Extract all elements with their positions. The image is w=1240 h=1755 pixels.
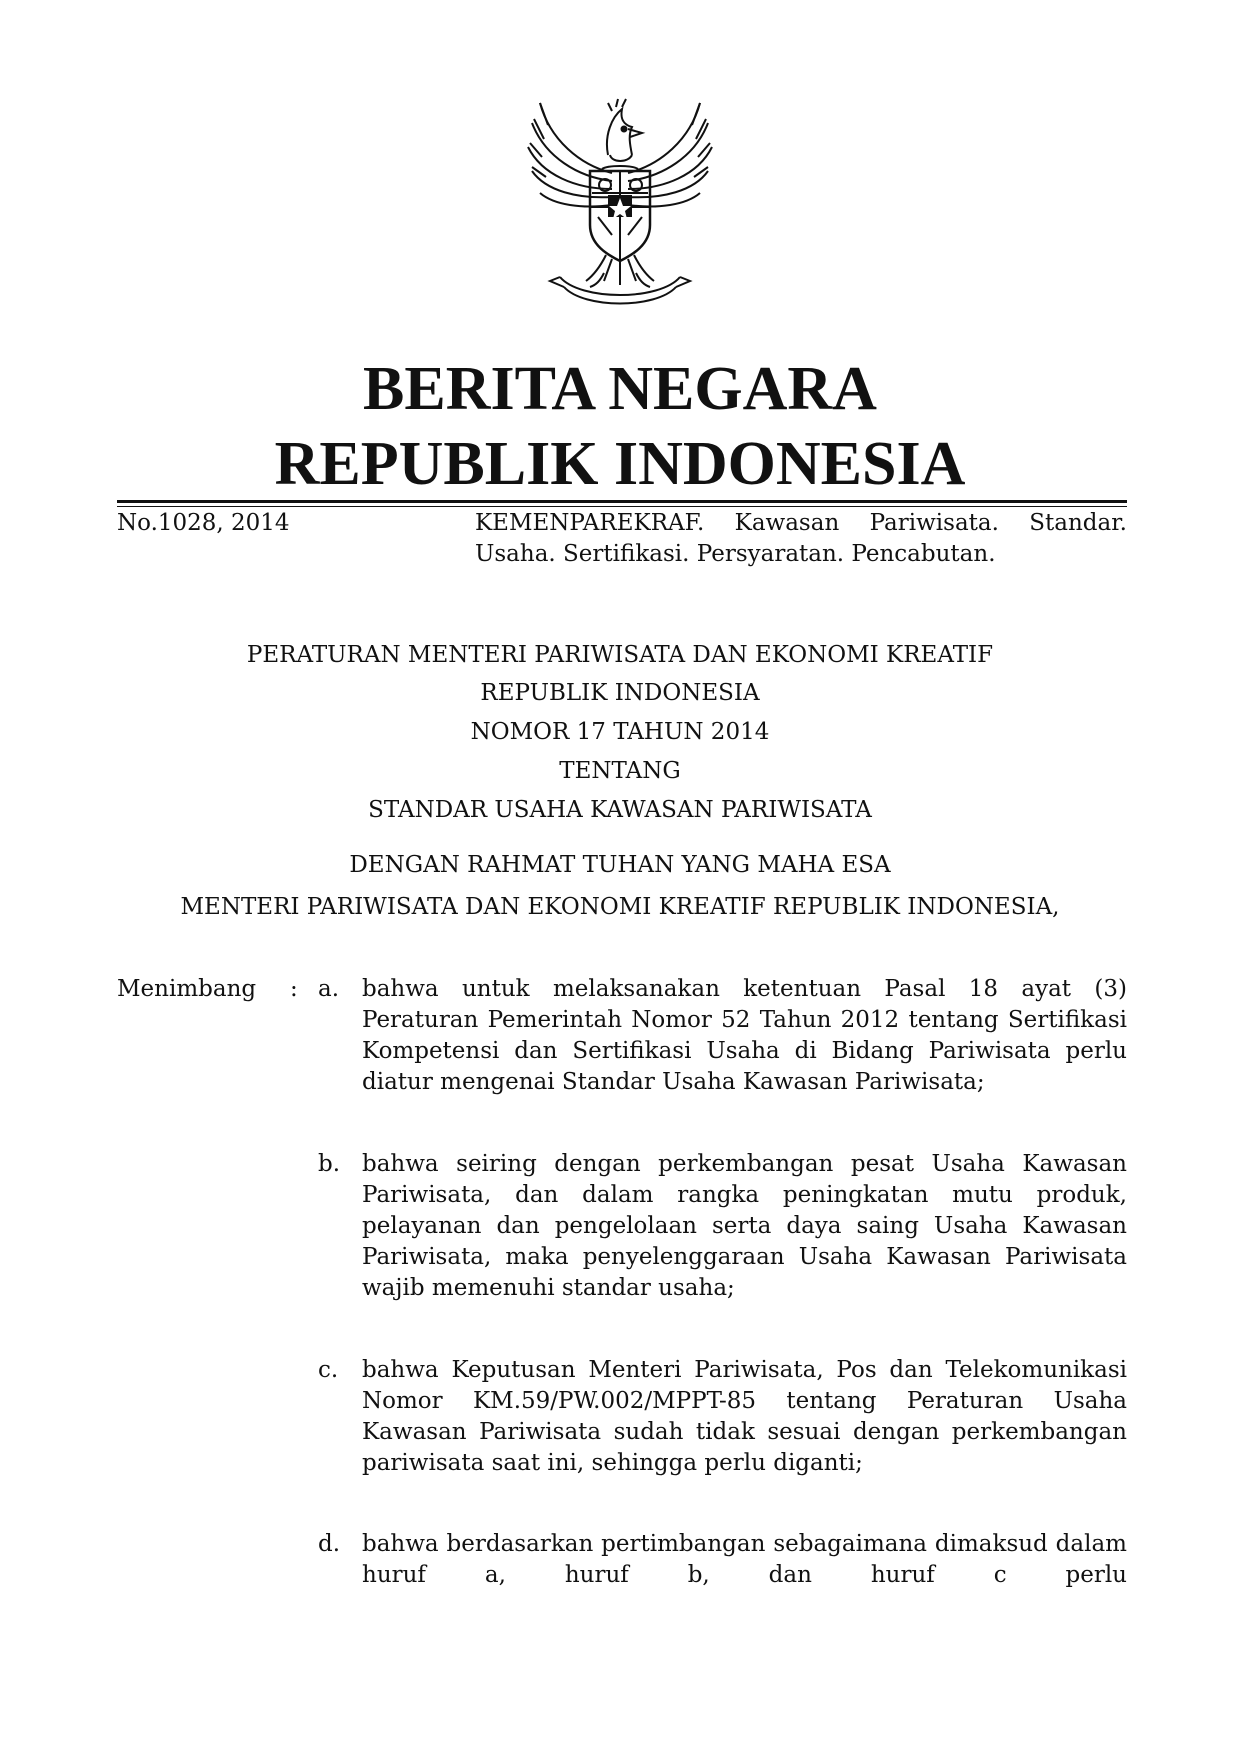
preamble-line-1: DENGAN RAHMAT TUHAN YANG MAHA ESA bbox=[349, 852, 891, 878]
masthead-rule-thin bbox=[117, 506, 1127, 507]
menimbang-label: Menimbang bbox=[117, 976, 257, 1002]
menimbang-colon: : bbox=[290, 976, 298, 1002]
menimbang-item-b: bahwa seiring dengan perkembangan pesat Usaha Kawasan Pariwisata, dan dalam rangka peningkatan mutu produk, pelayanan dan pengelolaan serta daya saing Usaha Kawasan Pariwisata, maka penyelenggaraan Usaha Kawasan Pariwisata wajib memenuhi standar usaha; bbox=[362, 1151, 1127, 1301]
masthead-line-1: BERITA NEGARA bbox=[363, 355, 877, 423]
menimbang-item-a: bahwa untuk melaksanakan ketentuan Pasal 18 ayat (3) Peraturan Pemerintah Nomor 52 Tahun 2012 tentang Sertifikasi Kompetensi dan Sertifikasi Usaha di Bidang Pariwisata perlu diatur mengenai Standar Usaha Kawasan Pariwisata; bbox=[362, 976, 1127, 1095]
regulation-tentang: TENTANG bbox=[559, 758, 681, 784]
item-letter: a. bbox=[318, 976, 340, 1002]
regulation-number: NOMOR 17 TAHUN 2014 bbox=[470, 719, 770, 745]
preamble-line-2: MENTERI PARIWISATA DAN EKONOMI KREATIF REPUBLIK INDONESIA, bbox=[180, 894, 1060, 920]
gazette-number: No.1028, 2014 bbox=[117, 510, 290, 536]
item-letter: b. bbox=[318, 1151, 341, 1177]
regulation-subject: STANDAR USAHA KAWASAN PARIWISATA bbox=[368, 797, 872, 823]
garuda-emblem-drawing bbox=[520, 95, 720, 310]
menimbang-item-d: bahwa berdasarkan pertimbangan sebagaimana dimaksud dalam huruf a, huruf b, dan huruf c perlu bbox=[362, 1531, 1127, 1588]
item-letter: c. bbox=[318, 1357, 339, 1383]
masthead-line-2: REPUBLIK INDONESIA bbox=[274, 430, 966, 498]
masthead-rule-thick bbox=[117, 500, 1127, 503]
garuda-pancasila-emblem-icon bbox=[520, 95, 720, 310]
gazette-summary: KEMENPAREKRAF. Kawasan Pariwisata. Standar. Usaha. Sertifikasi. Persyaratan. Pencabutan. bbox=[475, 510, 1127, 567]
menimbang-item-c: bahwa Keputusan Menteri Pariwisata, Pos dan Telekomunikasi Nomor KM.59/PW.002/MPPT-85 tentang Peraturan Usaha Kawasan Pariwisata sudah tidak sesuai dengan perkembangan pariwisata saat ini, sehingga perlu diganti; bbox=[362, 1357, 1127, 1476]
regulation-title-line-2: REPUBLIK INDONESIA bbox=[480, 680, 760, 706]
item-letter: d. bbox=[318, 1531, 341, 1557]
regulation-title-line-1: PERATURAN MENTERI PARIWISATA DAN EKONOMI KREATIF bbox=[246, 642, 994, 668]
